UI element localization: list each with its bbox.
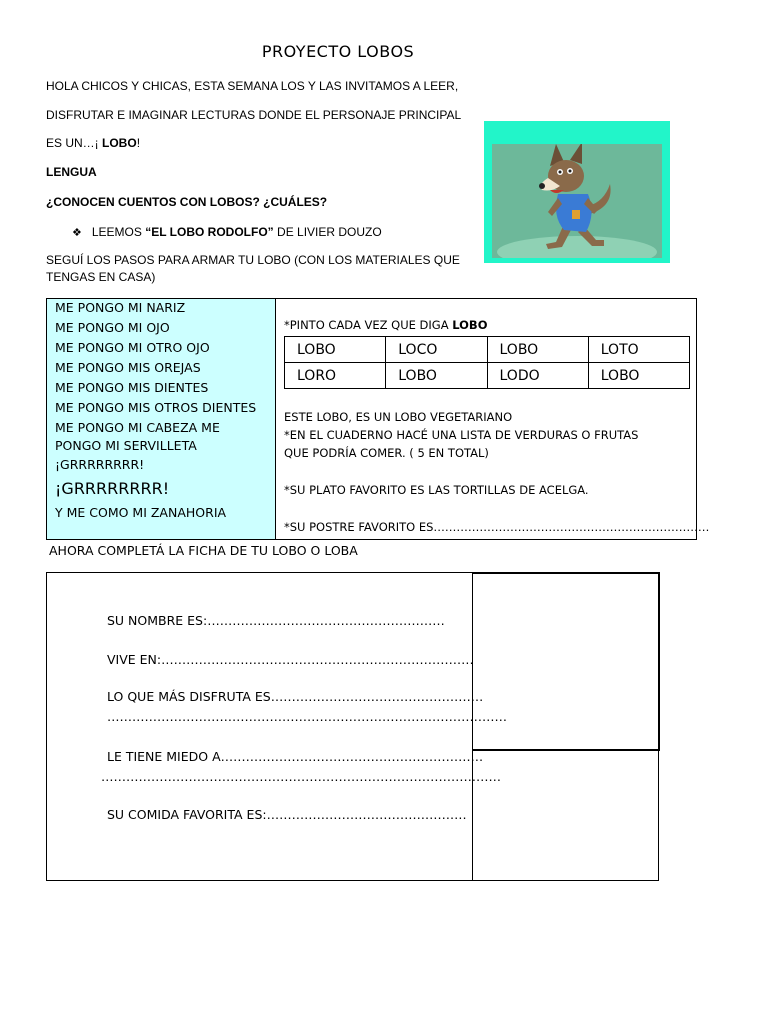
word-cell[interactable]: LOBO: [386, 363, 487, 389]
step-item: ¡GRRRRRRRR!: [55, 457, 145, 472]
ficha-form: [46, 572, 507, 881]
veg-line-1: ESTE LOBO, ES UN LOBO VEGETARIANO: [284, 410, 513, 424]
step-item: ME PONGO MI CABEZA ME: [55, 420, 220, 435]
words-table: [284, 336, 690, 389]
word-cell[interactable]: LOCO: [386, 337, 487, 363]
plato-favorito: *SU PLATO FAVORITO ES LAS TORTILLAS DE ACELGA.: [284, 483, 589, 497]
drawing-box-bottom[interactable]: [472, 750, 659, 881]
miedo-field[interactable]: LE TIENE MIEDO A………………………………………………………: [107, 749, 484, 764]
step-item: ME PONGO MIS OREJAS: [55, 360, 201, 375]
step-item: ME PONGO MIS OTROS DIENTES: [55, 400, 257, 415]
intro-line-3: [46, 136, 140, 150]
steps-table: [46, 298, 710, 540]
intro-line-1: HOLA CHICOS Y CHICAS, ESTA SEMANA LOS Y LAS INVITAMOS A LEER,: [46, 79, 459, 93]
section-lengua: LENGUA: [46, 165, 97, 179]
wolf-picture: [484, 121, 670, 263]
disfruta-field[interactable]: LO QUE MÁS DISFRUTA ES……………………………………………: [107, 689, 484, 704]
veg-line-3: QUE PODRÍA COMER. ( 5 EN TOTAL): [284, 446, 489, 460]
words-row: [285, 363, 690, 389]
word-cell[interactable]: LOBO: [588, 363, 689, 389]
diamond-bullet-icon: ❖: [72, 227, 82, 239]
wolf-illustration-icon: [492, 144, 662, 258]
steps-column: [47, 299, 276, 539]
word-cell[interactable]: LOBO: [487, 337, 588, 363]
page-title: PROYECTO LOBOS: [261, 42, 415, 61]
instructions-line-1: SEGUÍ LOS PASOS PARA ARMAR TU LOBO (CON LOS MATERIALES QUE: [46, 253, 460, 267]
intro-line-3-post: !: [136, 136, 141, 150]
pinto-pre: *PINTO CADA VEZ QUE DIGA: [284, 318, 453, 332]
step-item: ME PONGO MI NARIZ: [55, 300, 186, 315]
step-item: ME PONGO MIS DIENTES: [55, 380, 209, 395]
step-item: ME PONGO MI OJO: [55, 320, 170, 335]
miedo-field-cont[interactable]: ……………………………………………………………………………………: [101, 769, 501, 784]
comida-field[interactable]: SU COMIDA FAVORITA ES:…………………………………………: [107, 807, 467, 822]
intro-line-3-bold: LOBO: [102, 136, 137, 150]
veg-line-2: *EN EL CUADERNO HACÉ UNA LISTA DE VERDURAS O FRUTAS: [284, 428, 639, 442]
nombre-field[interactable]: SU NOMBRE ES:…………………………………………………: [107, 613, 445, 628]
vive-field[interactable]: VIVE EN:…………………………………………………………………: [107, 652, 474, 667]
word-cell[interactable]: LORO: [285, 363, 386, 389]
step-item: Y ME COMO MI ZANAHORIA: [55, 505, 227, 520]
complete-heading: AHORA COMPLETÁ LA FICHA DE TU LOBO O LOBA: [49, 543, 358, 558]
bullet-pre: LEEMOS: [91, 225, 146, 239]
drawing-box-top[interactable]: [472, 572, 660, 751]
word-cell[interactable]: LOBO: [285, 337, 386, 363]
pinto-instruction: [284, 318, 487, 332]
pinto-bold: LOBO: [452, 318, 488, 332]
step-item: PONGO MI SERVILLETA: [55, 438, 197, 453]
step-item-big: ¡GRRRRRRRR!: [55, 479, 170, 498]
instructions-line-2: TENGAS EN CASA): [46, 270, 156, 284]
bullet-item: [72, 225, 382, 239]
words-row: [285, 337, 690, 363]
word-cell[interactable]: LOTO: [588, 337, 689, 363]
bullet-post: DE LIVIER DOUZO: [273, 225, 382, 239]
postre-favorito[interactable]: *SU POSTRE FAVORITO ES………………………………………………………………: [284, 520, 710, 534]
disfruta-field-cont[interactable]: ……………………………………………………………………………………: [107, 709, 507, 724]
intro-line-2: DISFRUTAR E IMAGINAR LECTURAS DONDE EL PERSONAJE PRINCIPAL: [46, 108, 462, 122]
intro-line-3-pre: ES UN…¡: [46, 136, 103, 150]
step-item: ME PONGO MI OTRO OJO: [55, 340, 210, 355]
question: ¿CONOCEN CUENTOS CON LOBOS? ¿CUÁLES?: [46, 195, 328, 209]
bullet-bold: “EL LOBO RODOLFO”: [145, 225, 274, 239]
word-cell[interactable]: LODO: [487, 363, 588, 389]
